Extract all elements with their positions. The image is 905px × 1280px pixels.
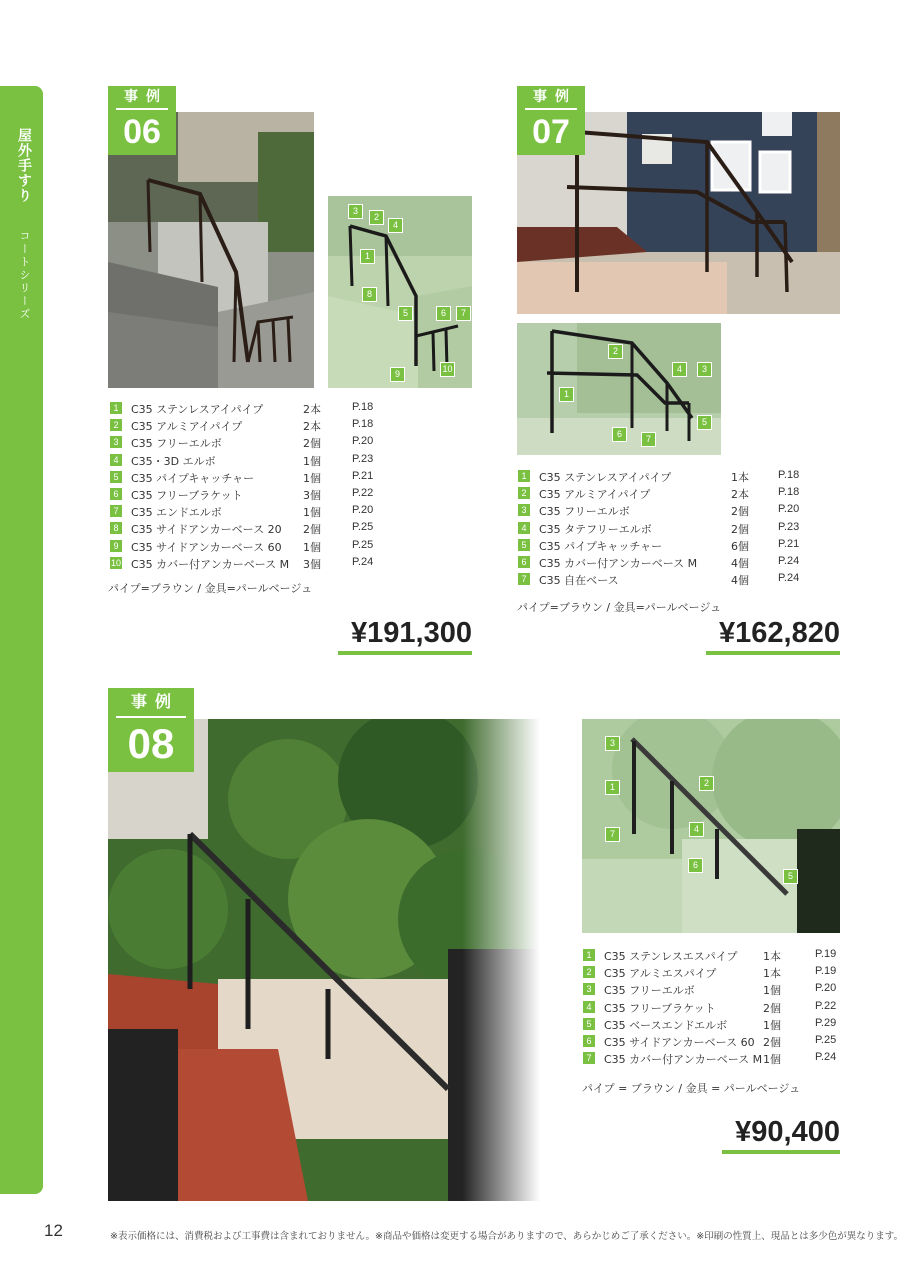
case06-callout: 7	[456, 306, 471, 321]
list-item: 3 C35 フリーエルボ 1個 P.20	[583, 981, 843, 998]
case07-callout: 1	[559, 387, 574, 402]
case08-callout: 2	[699, 776, 714, 791]
case07-price: ¥162,820	[706, 615, 840, 655]
case07-callout: 2	[608, 344, 623, 359]
case08-callout: 4	[689, 822, 704, 837]
case08-callout: 6	[688, 858, 703, 873]
case06-parts-list	[110, 400, 410, 572]
list-item: 10 C35 カバー付アンカーベース M 3個 P.24	[110, 555, 374, 571]
list-item: 4 C35・3D エルボ 1個 P.23	[110, 452, 410, 469]
list-item: 7 C35 自在ベース 4個 P.24	[518, 571, 818, 588]
case08-badge-label: 事例	[116, 688, 186, 718]
list-item: 1 C35 ステンレスエスパイプ 1本 P.19	[583, 947, 843, 964]
case06-price: ¥191,300	[338, 615, 472, 655]
list-item: 4 C35 タテフリーエルボ 2個 P.23	[518, 520, 818, 537]
case08-badge	[108, 688, 194, 772]
case08-callout: 7	[605, 827, 620, 842]
list-item: 3 C35 フリーエルボ 2個 P.20	[110, 434, 410, 451]
list-item: 1 C35 ステンレスアイパイプ 1本 P.18	[518, 468, 818, 485]
list-item: 6 C35 フリーブラケット 3個 P.22	[110, 486, 410, 503]
case07-callout: 6	[612, 427, 627, 442]
case07-badge-number: 07	[532, 113, 570, 151]
case07-callout: 3	[697, 362, 712, 377]
case08-diagram-photo	[582, 719, 840, 933]
list-item: 2 C35 アルミエスパイプ 1本 P.19	[583, 964, 843, 981]
case07-callout: 7	[641, 432, 656, 447]
footer-notice: ※表示価格には、消費税および工事費は含まれておりません。※商品や価格は変更する場合がありますので、あらかじめご了承ください。※印刷の性質上、現品とは多少色が異なります。	[110, 1231, 904, 1242]
case06-callout: 6	[436, 306, 451, 321]
list-item: 5 C35 ベースエンドエルボ 1個 P.29	[583, 1016, 843, 1033]
case07-parts-list	[518, 468, 818, 588]
case08-color-note: パイプ = ブラウン / 金具 = パールベージュ	[582, 1082, 801, 1095]
case06-callout: 2	[369, 210, 384, 225]
list-item: 5 C35 パイプキャッチャー 1個 P.21	[110, 469, 410, 486]
list-item: 4 C35 フリーブラケット 2個 P.22	[583, 999, 843, 1016]
case06-callout: 1	[360, 249, 375, 264]
case08-callout: 1	[605, 780, 620, 795]
case06-callout: 4	[388, 218, 403, 233]
list-item: 7 C35 カバー付アンカーベース M 1個 P.24	[583, 1050, 843, 1067]
case07-color-note: パイプ=ブラウン / 金具=パールベージュ	[517, 601, 722, 614]
case06-callout: 3	[348, 204, 363, 219]
case06-badge-label: 事例	[116, 86, 168, 110]
list-item: 3 C35 フリーエルボ 2個 P.20	[518, 502, 818, 519]
page-number: 12	[44, 1221, 63, 1240]
case06-callout: 9	[390, 367, 405, 382]
list-item: 2 C35 アルミアイパイプ 2本 P.18	[518, 485, 818, 502]
case08-callout: 5	[783, 869, 798, 884]
case07-callout: 5	[697, 415, 712, 430]
case08-badge-number: 08	[127, 720, 175, 767]
case06-callout: 10	[440, 362, 455, 377]
side-tab-subtitle: コートシリーズ	[18, 230, 31, 321]
list-item: 8 C35 サイドアンカーベース 20 2個 P.25	[110, 520, 410, 537]
side-tab-title: 屋外手すり	[16, 128, 32, 203]
case06-badge	[108, 86, 176, 155]
case07-callout: 4	[672, 362, 687, 377]
case06-callout: 8	[362, 287, 377, 302]
list-item: 6 C35 カバー付アンカーベース M 4個 P.24	[518, 554, 818, 571]
list-item: 7 C35 エンドエルボ 1個 P.20	[110, 503, 410, 520]
case08-callout: 3	[605, 736, 620, 751]
case07-badge-label: 事例	[525, 86, 577, 110]
list-item: 2 C35 アルミアイパイプ 2本 P.18	[110, 417, 410, 434]
list-item: 1 C35 ステンレスアイパイプ 2本 P.18	[110, 400, 410, 417]
list-item: 5 C35 パイプキャッチャー 6個 P.21	[518, 537, 818, 554]
list-item: 6 C35 サイドアンカーベース 60 2個 P.25	[583, 1033, 843, 1050]
list-item: 9 C35 サイドアンカーベース 60 1個 P.25	[110, 538, 410, 555]
case06-badge-number: 06	[123, 113, 161, 151]
case06-callout: 5	[398, 306, 413, 321]
case08-price: ¥90,400	[722, 1114, 840, 1154]
case06-color-note: パイプ=ブラウン / 金具=パールベージュ	[108, 582, 313, 595]
case08-parts-list	[583, 947, 843, 1067]
case07-badge	[517, 86, 585, 155]
case08-main-photo	[108, 719, 540, 1201]
